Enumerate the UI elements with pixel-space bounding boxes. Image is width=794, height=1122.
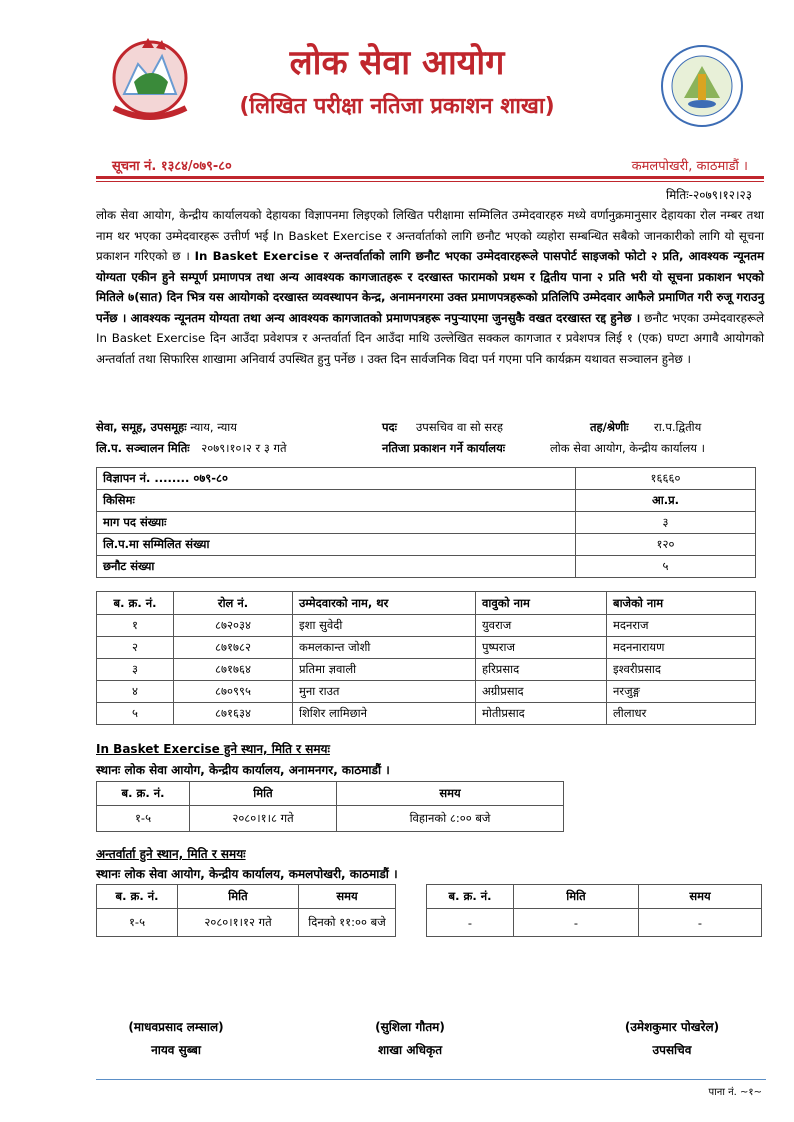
table-row [427, 909, 762, 937]
info-line-1 [96, 420, 766, 435]
page-title: लोक सेवा आयोग [289, 43, 505, 83]
col-header-date: मिति [190, 782, 337, 806]
summary-value: ३ [576, 512, 756, 534]
service-value: न्याय, न्याय [190, 420, 237, 434]
cell-father: हरिप्रसाद [476, 659, 607, 681]
header-rule-thin [96, 181, 764, 182]
level-label: तह/श्रेणीः [590, 420, 629, 434]
cell-grandfather: इश्वरीप्रसाद [607, 659, 756, 681]
footer-rule [96, 1079, 766, 1080]
signature-2-title: शाखा अधिकृत [377, 1043, 443, 1057]
summary-value: ५ [576, 556, 756, 578]
cell-sn: २ [97, 637, 174, 659]
table-header-row [97, 592, 756, 615]
col-header-name: उम्मेदवारको नाम, थर [293, 592, 476, 615]
cell-sn: १-५ [97, 806, 190, 832]
cell-sn: १ [97, 615, 174, 637]
page-subtitle: (लिखित परीक्षा नतिजा प्रकाशन शाखा) [239, 94, 555, 119]
interview-place: स्थानः लोक सेवा आयोग, केन्द्रीय कार्यालय, कमलपोखरी, काठमाडौं । [96, 867, 398, 881]
cell-time: विहानको ८:०० बजे [337, 806, 564, 832]
cell-father: अग्रीप्रसाद [476, 681, 607, 703]
cell-father: पुष्पराज [476, 637, 607, 659]
basket-place: स्थानः लोक सेवा आयोग, केन्द्रीय कार्यालय, अनामनगर, काठमाडौं । [96, 763, 390, 777]
cell-name: मुना राउत [293, 681, 476, 703]
cell-date: २०८०।१।१२ गते [178, 909, 299, 937]
summary-value: आ.प्र. [576, 490, 756, 512]
col-header-date: मिति [178, 885, 299, 909]
interview-table-left [96, 884, 396, 937]
col-header-sn: ब. क्र. नं. [97, 592, 174, 615]
service-label: सेवा, समूह, उपसमूहः [96, 420, 187, 434]
page-number: पाना नं. ~१~ [708, 1087, 762, 1098]
summary-label: छनौट संख्या [97, 556, 576, 578]
summary-table [96, 467, 756, 578]
cell-sn: १-५ [97, 909, 178, 937]
basket-table [96, 781, 564, 832]
signature-3-name: (उमेशकुमार पोखरेल) [624, 1020, 720, 1034]
office-location: कमलपोखरी, काठमाडौं । [631, 159, 748, 174]
cell-grandfather: मदनराज [607, 615, 756, 637]
cell-roll: ८७१६३४ [174, 703, 293, 725]
cell-time: - [639, 909, 762, 937]
table-header-row [97, 885, 396, 909]
post-label: पदः [382, 420, 397, 434]
interview-table-right [426, 884, 762, 937]
col-header-time: समय [337, 782, 564, 806]
col-header-time: समय [639, 885, 762, 909]
summary-row [97, 556, 756, 578]
summary-value: १२० [576, 534, 756, 556]
summary-label: लि.प.मा सम्मिलित संख्या [97, 534, 576, 556]
table-row [97, 909, 396, 937]
cell-grandfather: मदननारायण [607, 637, 756, 659]
basket-heading: In Basket Exercise हुने स्थान, मिति र समयः [96, 742, 330, 756]
table-row [97, 703, 756, 725]
col-header-father: वावुको नाम [476, 592, 607, 615]
col-header-time: समय [299, 885, 396, 909]
cell-roll: ८७१७८२ [174, 637, 293, 659]
candidates-table [96, 591, 756, 725]
summary-row [97, 534, 756, 556]
info-line-2 [96, 441, 766, 456]
summary-row [97, 512, 756, 534]
cell-sn: ४ [97, 681, 174, 703]
header-rule [96, 176, 764, 179]
cell-father: युवराज [476, 615, 607, 637]
cell-name: इशा सुवेदी [293, 615, 476, 637]
cell-name: प्रतिमा ज्ञवाली [293, 659, 476, 681]
cell-sn: ५ [97, 703, 174, 725]
cell-father: मोतीप्रसाद [476, 703, 607, 725]
table-row [97, 806, 564, 832]
col-header-sn: ब. क्र. नं. [427, 885, 514, 909]
col-header-sn: ब. क्र. नं. [97, 885, 178, 909]
summary-label: किसिमः [97, 490, 576, 512]
cell-date: - [514, 909, 639, 937]
cell-name: कमलकान्त जोशी [293, 637, 476, 659]
cell-grandfather: लीलाधर [607, 703, 756, 725]
cell-date: २०८०।१।८ गते [190, 806, 337, 832]
office-label: नतिजा प्रकाशन गर्ने कार्यालयः [382, 441, 506, 455]
cell-grandfather: नरजुङ्ग [607, 681, 756, 703]
summary-label: माग पद संख्याः [97, 512, 576, 534]
body-text: लोक सेवा आयोग, केन्द्रीय कार्यालयको देहायका विज्ञापनमा लिइएको लिखित परीक्षामा सम्मिलित उम्मेदवारहरु मध्ये वर्णानुक्रमानुसार देहायका रोल नम्बर तथा नाम थर भएका उम्मेदवारहरू उत्तीर्ण भई In Basket Exercise र अन्तर्वार्ताको लागि छनौट भएको व्यहोरा सम्बन्धित सबैको जानकारीको लागि यो सूचना प्रकाशन गरिएको छ । [96, 208, 764, 263]
table-row [97, 659, 756, 681]
cell-roll: ८७२०३४ [174, 615, 293, 637]
post-value: उपसचिव वा सो सरह [416, 420, 503, 434]
summary-label: विज्ञापन नं. ........ ०७९-८० [97, 468, 576, 490]
cell-roll: ८७१७६४ [174, 659, 293, 681]
body-bold-text: In Basket Exercise र अन्तर्वार्ताको लागि छनौट भएका उम्मेदवारहरूले पासपोर्ट साइजको फोटो २ प्रति, आवश्यक न्यूनतम योग्यता एकीन हुने सम्पूर्ण प्रमाणपत्र तथा अन्य आवश्यक कागजातहरू र दरखास्त फारामको प्रथम र द्वितीय पाना २ प्रति भरी यो सूचना प्रकाशन भएको मितिले ७(सात) दिन भित्र यस आयोगको दरखास्त व्यवस्थापन केन्द्र, अनामनगरमा उक्त प्रमाणपत्रहरूको प्रतिलिपि उम्मेदवार आफैले प्रमाणित गरी रुजू गराउनु पर्नेछ । आवश्यक न्यूनतम योग्यता तथा अन्य आवश्यक कागजातको प्रमाणपत्रहरू नपुऱ्याएमा जुनसुकै वखत दरखास्त रद्द हुनेछ । [96, 249, 764, 325]
col-header-sn: ब. क्र. नं. [97, 782, 190, 806]
exam-date-label: लि.प. सञ्चालन मितिः [96, 441, 190, 455]
cell-roll: ८७०९९५ [174, 681, 293, 703]
signature-1-title: नायव सुब्बा [151, 1043, 201, 1057]
summary-row [97, 490, 756, 512]
table-row [97, 681, 756, 703]
cell-name: शिशिर लामिछाने [293, 703, 476, 725]
col-header-roll: रोल नं. [174, 592, 293, 615]
signature-2-name: (सुशिला गौतम) [375, 1020, 445, 1034]
table-header-row [97, 782, 564, 806]
col-header-grandfather: बाजेको नाम [607, 592, 756, 615]
notice-date: मितिः-२०७९।१२।२३ [665, 188, 752, 202]
exam-date-value: २०७९।१०।२ र ३ गते [201, 441, 287, 455]
summary-value: १६६६० [576, 468, 756, 490]
level-value: रा.प.द्वितीय [654, 420, 702, 434]
summary-row [97, 468, 756, 490]
interview-heading: अन्तर्वार्ता हुने स्थान, मिति र समयः [96, 847, 246, 861]
body-tail-text: छनौट भएका उम्मेदवारहरूले In Basket Exercise दिन आउँदा प्रवेशपत्र र अन्तर्वार्ता दिन आउँदा माथि उल्लेखित सक्कल कागजात र प्रवेशपत्र लिई १ (एक) घण्टा अगावै आयोगको अन्तर्वार्ता तथा सिफारिस शाखामा अनिवार्य उपस्थित हुनु पर्नेछ । उक्त दिन सार्वजनिक विदा पर्न गएमा पनि कार्यक्रम यथावत सञ्चालन हुनेछ । [96, 310, 764, 366]
cell-time: दिनको ११:०० बजे [299, 909, 396, 937]
notice-number: सूचना नं. १३८४/०७९-८० [112, 159, 232, 174]
col-header-date: मिति [514, 885, 639, 909]
table-header-row [427, 885, 762, 909]
notice-body [96, 205, 764, 369]
cell-sn: ३ [97, 659, 174, 681]
office-value: लोक सेवा आयोग, केन्द्रीय कार्यालय । [550, 441, 705, 455]
table-row [97, 615, 756, 637]
signature-3-title: उपसचिव [652, 1043, 692, 1057]
signature-1-name: (माधवप्रसाद लम्साल) [128, 1020, 224, 1034]
cell-sn: - [427, 909, 514, 937]
table-row [97, 637, 756, 659]
